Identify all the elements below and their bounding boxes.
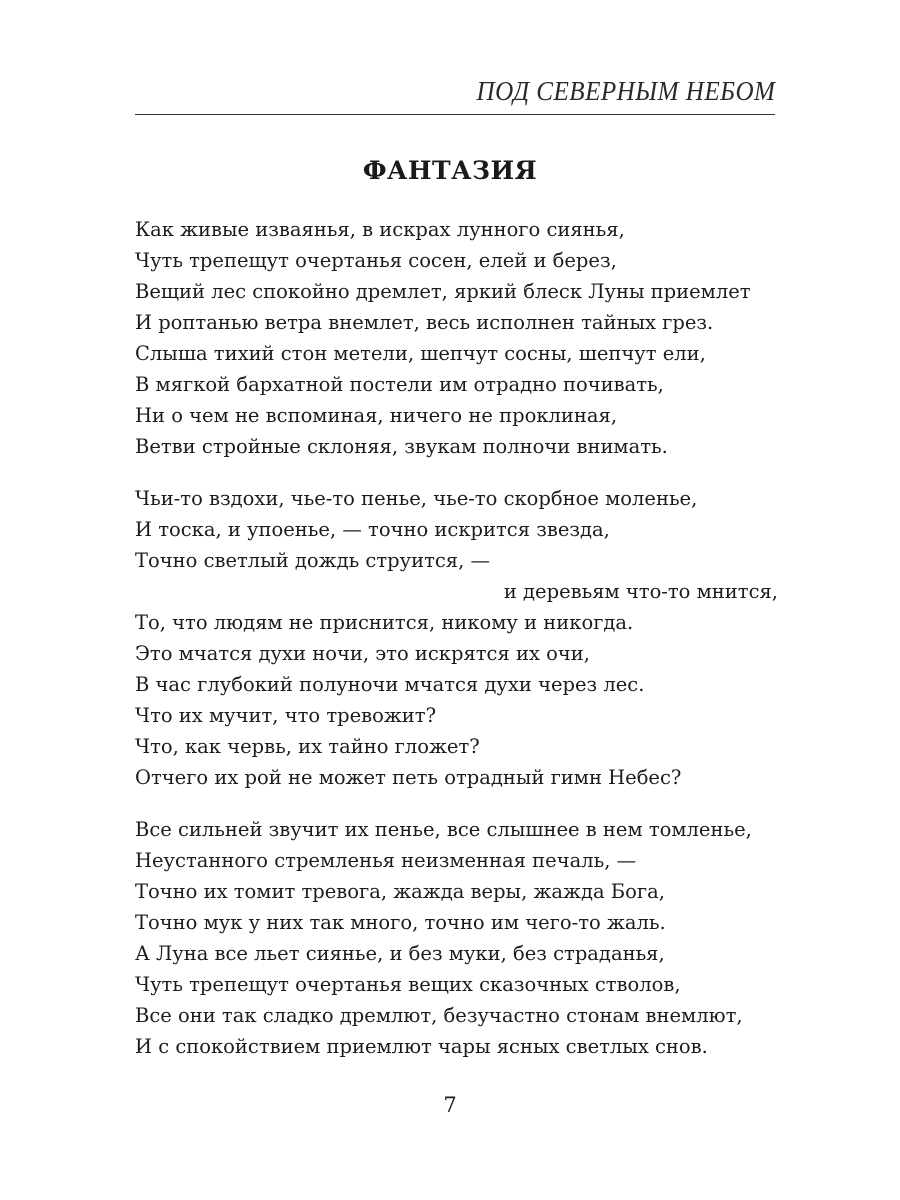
poem-line: Это мчатся духи ночи, это искрятся их очи, [135,642,591,665]
poem-line: Чуть трепещут очертанья сосен, елей и берез, [135,249,617,272]
poem-line: Как живые изваянья, в искрах лунного сиянья, [135,218,625,241]
poem-line: Чьи-то вздохи, чье-то пенье, чье-то скорбное моленье, [135,487,698,510]
poem-line: И тоска, и упоенье, — точно искрится звезда, [135,518,610,541]
poem-line: И роптанью ветра внемлет, весь исполнен тайных грез. [135,311,714,334]
poem-line: В мягкой бархатной постели им отрадно почивать, [135,373,664,396]
poem-line: А Луна все льет сиянье, и без муки, без страданья, [135,942,665,965]
poem-line: Неустанного стремленья неизменная печаль, — [135,849,637,872]
poem-line: Что, как червь, их тайно гложет? [135,735,480,758]
page-number: 7 [443,1093,457,1117]
poem-line: Точно их томит тревога, жажда веры, жажда Бога, [135,880,665,903]
poem-line: Ветви стройные склоняя, звукам полночи внимать. [135,435,668,458]
poem-title: ФАНТАЗИЯ [362,156,538,185]
running-head-title: ПОД СЕВЕРНЫМ НЕБОМ [476,76,775,106]
poem-line: Слыша тихий стон метели, шепчут сосны, шепчут ели, [135,342,706,365]
running-head [135,74,775,115]
poem-line: Все сильней звучит их пенье, все слышнее в нем томленье, [135,818,752,841]
poem-line: Что их мучит, что тревожит? [135,704,437,727]
poem-line: Точно мук у них так много, точно им чего-то жаль. [135,911,666,934]
poem-line: То, что людям не приснится, никому и никогда. [135,611,634,634]
poem-line: В час глубокий полуночи мчатся духи через лес. [135,673,645,696]
poem-body [135,214,780,1083]
poem-line: Вещий лес спокойно дремлет, яркий блеск Луны приемлет [135,280,751,303]
poem-line: Отчего их рой не может петь отрадный гимн Небес? [135,766,682,789]
poem-line: Точно светлый дождь струится, — [135,549,490,572]
stanza-3 [135,814,780,1062]
poem-line: И с спокойствием приемлют чары ясных светлых снов. [135,1035,708,1058]
poem-line: Все они так сладко дремлют, безучастно стонам внемлют, [135,1004,743,1027]
stanza-1 [135,214,780,462]
poem-line: Чуть трепещут очертанья вещих сказочных стволов, [135,973,681,996]
poem-line-continuation: и деревьям что-то мнится, [503,580,778,603]
poem-line: Ни о чем не вспоминая, ничего не проклиная, [135,404,618,427]
stanza-2 [135,483,780,793]
